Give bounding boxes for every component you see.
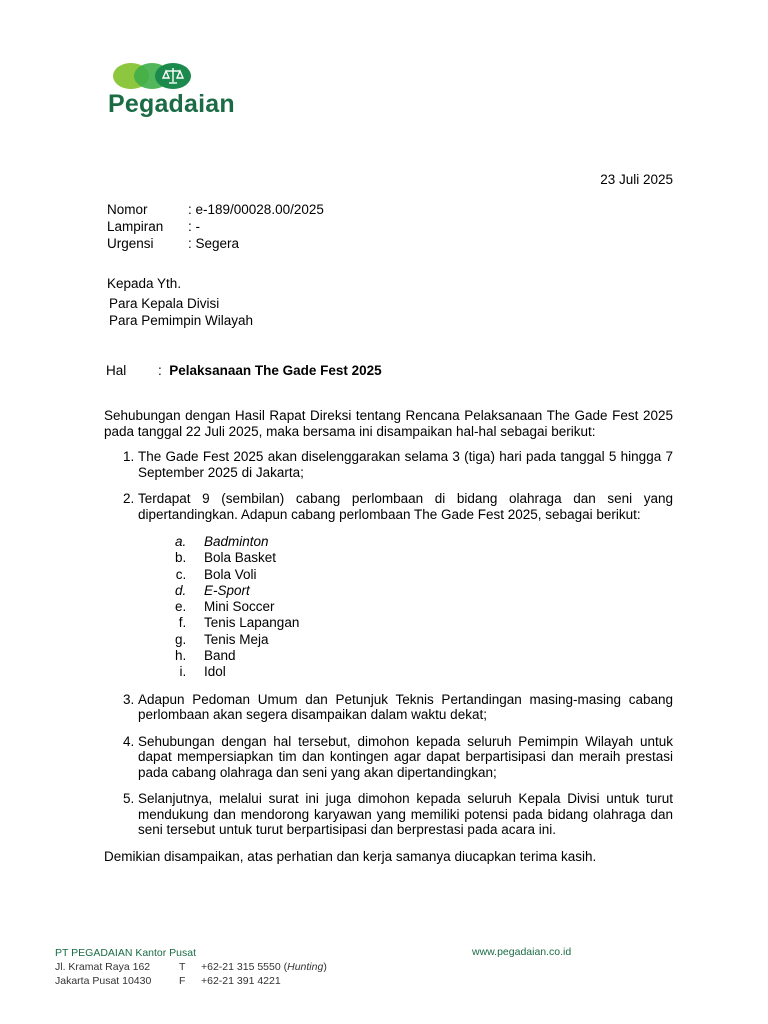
list-item (138, 734, 673, 781)
footer-phone-label: T (179, 961, 186, 973)
footer-row-phone: Jl. Kramat Raya 162 T +62-21 315 5550 (Hunting) (55, 961, 327, 973)
footer-address (55, 946, 327, 988)
footer-website-link[interactable]: www.pegadaian.co.id (472, 946, 572, 958)
letter-meta (107, 201, 324, 252)
letter-date: 23 Juli 2025 (600, 172, 673, 187)
recipient-line: Para Kepala Divisi (109, 296, 220, 311)
subject-value: Pelaksanaan The Gade Fest 2025 (169, 363, 382, 378)
list-item-text: Selanjutnya, melalui surat ini juga dimohon kepada seluruh Kepala Divisi untuk turut mendukung dan mendorong karyawan yang memiliki potensi pada bidang olahraga dan seni tersebut untuk turut berpartisipasi dan berprestasi pada acara ini. (138, 791, 673, 838)
competition-item: a. Badminton (190, 534, 673, 550)
competition-item: f. Tenis Lapangan (190, 615, 673, 631)
recipient-greeting: Kepada Yth. (107, 276, 182, 291)
meta-value: : e-189/00028.00/2025 (188, 202, 324, 217)
meta-label: Lampiran (107, 219, 164, 234)
competition-item: i. Idol (190, 664, 673, 680)
list-item-text: Terdapat 9 (sembilan) cabang perlombaan di bidang olahraga dan seni yang dipertandingkan. Adapun cabang perlombaan The Gade Fest 2025, sebagai berikut: (138, 491, 673, 522)
list-item (138, 449, 673, 480)
competition-item: e. Mini Soccer (190, 599, 673, 615)
footer-phone-note: Hunting (287, 961, 324, 973)
competition-item: h. Band (190, 648, 673, 664)
company-logo-icon (112, 62, 192, 90)
list-item-text: The Gade Fest 2025 akan diselenggarakan selama 3 (tiga) hari pada tanggal 5 hingga 7 September 2025 di Jakarta; (138, 449, 673, 480)
competition-item: d. E-Sport (190, 583, 673, 599)
letter-body (104, 408, 673, 864)
footer-address-line: Jakarta Pusat 10430 (55, 975, 152, 987)
subject-separator: : (158, 363, 162, 378)
footer-fax-label: F (179, 975, 186, 987)
footer-fax: +62-21 391 4221 (201, 975, 281, 987)
competition-item: c. Bola Voli (190, 567, 673, 583)
subject-label: Hal (106, 363, 127, 378)
meta-label: Nomor (107, 202, 148, 217)
meta-label: Urgensi (107, 236, 154, 251)
footer-company: PT PEGADAIAN Kantor Pusat (55, 947, 197, 959)
list-item (138, 491, 673, 681)
footer-address-line: Jl. Kramat Raya 162 (55, 961, 151, 973)
subject-line (106, 363, 382, 378)
footer-phone: +62-21 315 5550 (201, 961, 281, 973)
closing-paragraph: Demikian disampaikan, atas perhatian dan kerja samanya diucapkan terima kasih. (104, 848, 597, 864)
meta-row-nomor (107, 201, 324, 218)
list-item (138, 692, 673, 723)
main-list (104, 449, 673, 838)
meta-value: : Segera (188, 236, 240, 251)
meta-row-lampiran (107, 218, 324, 235)
meta-value: : - (188, 219, 200, 234)
meta-row-urgensi (107, 235, 324, 252)
list-item-text: Sehubungan dengan hal tersebut, dimohon kepada seluruh Pemimpin Wilayah untuk dapat mempersiapkan tim dan kontingen agar dapat berpartisipasi dan meraih prestasi pada cabang olahraga dan seni yang akan dipertandingkan; (138, 733, 673, 780)
competition-item: g. Tenis Meja (190, 632, 673, 648)
recipient-line: Para Pemimpin Wilayah (109, 313, 254, 328)
list-item-text: Adapun Pedoman Umum dan Petunjuk Teknis Pertandingan masing-masing cabang perlombaan akan segera disampaikan dalam waktu dekat; (138, 691, 673, 723)
competition-item: b. Bola Basket (190, 550, 673, 566)
footer-row-fax (55, 974, 327, 988)
list-item (138, 791, 673, 838)
company-name: Pegadaian (108, 90, 235, 118)
recipient-block (107, 275, 253, 329)
competition-list (138, 534, 673, 681)
intro-paragraph: Sehubungan dengan Hasil Rapat Direksi tentang Rencana Pelaksanaan The Gade Fest 2025 pada tanggal 22 Juli 2025, maka bersama ini disampaikan hal-hal sebagai berikut: (104, 408, 673, 439)
